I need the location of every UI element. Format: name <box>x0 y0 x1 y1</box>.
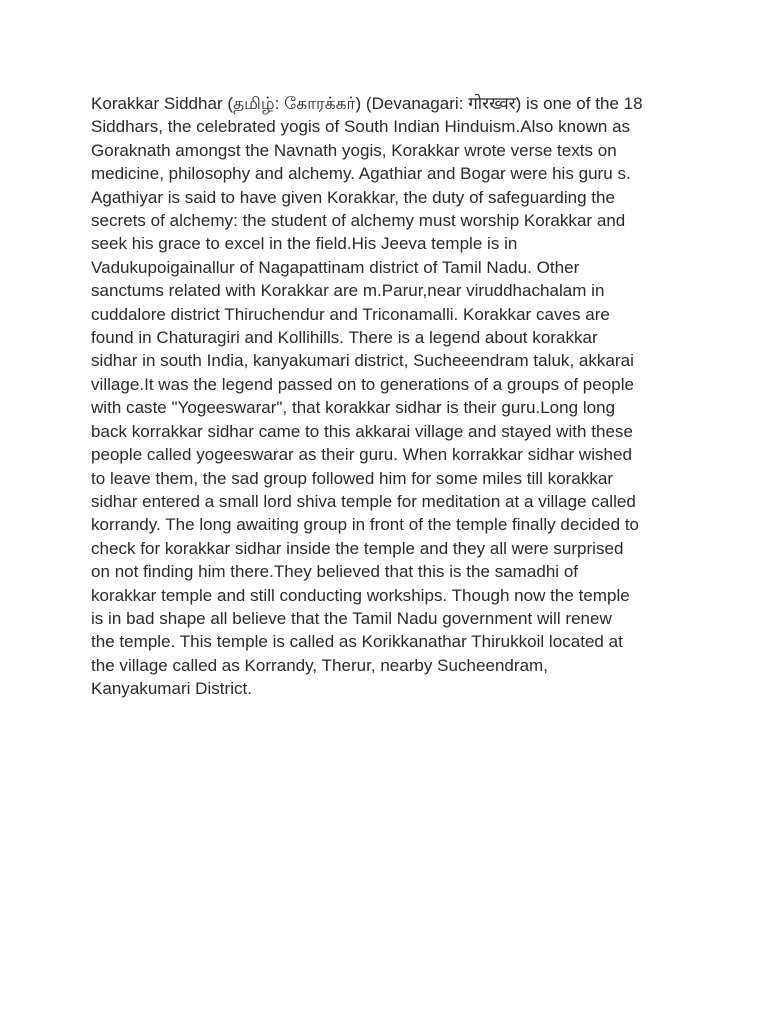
paragraph-line: back korrakkar sidhar came to this akkarai village and stayed with these <box>91 421 633 441</box>
paragraph-line: the village called as Korrandy, Therur, nearby Sucheendram, <box>91 655 548 675</box>
paragraph-line: sanctums related with Korakkar are m.Parur,near viruddhachalam in <box>91 281 605 301</box>
paragraph-line: korrandy. The long awaiting group in front of the temple finally decided to <box>91 515 640 535</box>
paragraph-line: with caste "Yogeeswarar", that korakkar sidhar is their guru.Long long <box>91 398 616 418</box>
paragraph-line: sidhar in south India, kanyakumari district, Sucheeendram taluk, akkarai <box>91 351 634 371</box>
paragraph-line: secrets of alchemy: the student of alchemy must worship Korakkar and <box>91 211 626 231</box>
paragraph-line: people called yogeeswarar as their guru. When korrakkar sidhar wished <box>91 445 632 465</box>
paragraph-line: Goraknath amongst the Navnath yogis, Korakkar wrote verse texts on <box>91 140 617 160</box>
paragraph-line: sidhar entered a small lord shiva temple for meditation at a village called <box>91 491 636 511</box>
paragraph-line: to leave them, the sad group followed him for some miles till korakkar <box>91 468 614 488</box>
paragraph-line: check for korakkar sidhar inside the temple and they all were surprised <box>91 538 624 558</box>
paragraph-line: cuddalore district Thiruchendur and Triconamalli. Korakkar caves are <box>91 304 610 324</box>
paragraph-line: Siddhars, the celebrated yogis of South Indian Hinduism.Also known as <box>91 117 631 137</box>
paragraph-line: korakkar temple and still conducting workships. Though now the temple <box>91 585 630 605</box>
paragraph-line: medicine, philosophy and alchemy. Agathiar and Bogar were his guru s. <box>91 164 631 184</box>
paragraph-line: village.It was the legend passed on to generations of a groups of people <box>91 374 634 394</box>
paragraph-line: Vadukupoigainallur of Nagapattinam district of Tamil Nadu. Other <box>91 257 580 277</box>
paragraph-line: is in bad shape all believe that the Tamil Nadu government will renew <box>91 608 612 628</box>
paragraph-line: found in Chaturagiri and Kollihills. There is a legend about korakkar <box>91 328 598 348</box>
paragraph-line: Agathiyar is said to have given Korakkar, the duty of safeguarding the <box>91 187 615 207</box>
paragraph-line: on not finding him there.They believed that this is the samadhi of <box>91 562 579 582</box>
paragraph-line: seek his grace to excel in the field.His Jeeva temple is in <box>91 234 518 254</box>
body-paragraph <box>91 92 691 701</box>
paragraph-line: the temple. This temple is called as Korikkanathar Thirukkoil located at <box>91 632 623 652</box>
paragraph-line: Korakkar Siddhar (தமிழ்: கோரக்கர்) (Devanagari: गोरख्वर) is one of the 18 <box>91 94 643 113</box>
paragraph-line: Kanyakumari District. <box>91 679 253 699</box>
